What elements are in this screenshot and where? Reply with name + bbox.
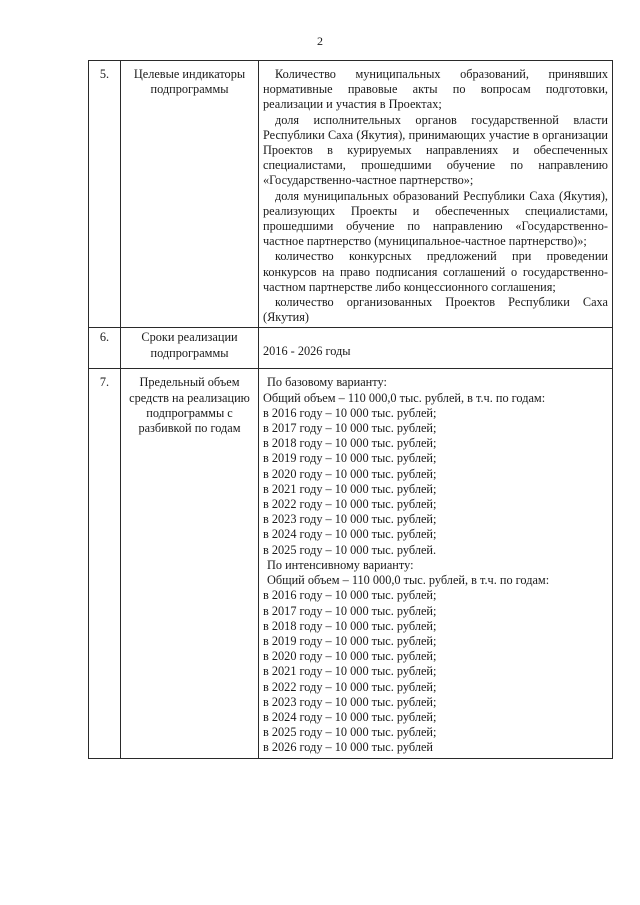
base-variant-heading: По базовому варианту:	[267, 375, 387, 390]
base-variant-years	[263, 406, 608, 558]
year-amount-line: в 2026 году – 10 000 тыс. рублей	[263, 740, 434, 755]
year-amount-line: в 2025 году – 10 000 тыс. рублей;	[263, 725, 437, 740]
year-amount-line: в 2021 году – 10 000 тыс. рублей;	[263, 664, 437, 679]
indicator-paragraph: количество организованных Проектов Республики Саха (Якутия)	[263, 295, 608, 325]
table-row	[89, 369, 613, 758]
year-amount-line: в 2022 году – 10 000 тыс. рублей;	[263, 497, 437, 512]
table-row	[89, 328, 613, 369]
indicator-paragraph: доля муниципальных образований Республики Саха (Якутия), реализующих Проекты и обеспеченных специалистами, прошедшими обучение по направлению «Государственно-частное партнерство (муниципальное-частное партнерство)»;	[263, 188, 608, 249]
year-amount-line: в 2024 году – 10 000 тыс. рублей;	[263, 527, 437, 542]
row-title: Предельный объем средств на реализацию подпрограммы с разбивкой по годам	[121, 369, 259, 758]
year-amount-line: в 2017 году – 10 000 тыс. рублей;	[263, 421, 437, 436]
page-number: 2	[317, 34, 323, 48]
year-amount-line: в 2020 году – 10 000 тыс. рублей;	[263, 466, 437, 481]
intensive-variant-years	[263, 588, 608, 755]
row-title: Целевые индикаторы подпрограммы	[121, 61, 259, 328]
year-amount-line: в 2016 году – 10 000 тыс. рублей;	[263, 588, 437, 603]
year-amount-line: в 2024 году – 10 000 тыс. рублей;	[263, 709, 437, 724]
subprogram-passport-table	[88, 60, 613, 759]
year-amount-line: в 2016 году – 10 000 тыс. рублей;	[263, 405, 437, 420]
year-amount-line: в 2025 году – 10 000 тыс. рублей.	[263, 542, 437, 557]
year-amount-line: в 2023 году – 10 000 тыс. рублей;	[263, 512, 437, 527]
intensive-variant-heading: По интенсивному варианту:	[267, 557, 414, 572]
year-amount-line: в 2022 году – 10 000 тыс. рублей;	[263, 679, 437, 694]
row-title: Сроки реализации подпрограммы	[121, 328, 259, 369]
indicator-paragraph: Количество муниципальных образований, принявших нормативные правовые акты по вопросам подготовки, реализации и участия в Проектах;	[263, 67, 608, 112]
year-amount-line: в 2023 году – 10 000 тыс. рублей;	[263, 694, 437, 709]
row-number: 6.	[89, 328, 121, 369]
funding-cell	[259, 369, 613, 758]
base-variant-total: Общий объем – 110 000,0 тыс. рублей, в т.ч. по годам:	[263, 390, 546, 405]
implementation-period: 2016 - 2026 годы	[259, 328, 613, 369]
row-number: 5.	[89, 61, 121, 328]
year-amount-line: в 2021 году – 10 000 тыс. рублей;	[263, 481, 437, 496]
intensive-variant-total: Общий объем – 110 000,0 тыс. рублей, в т.ч. по годам:	[267, 573, 550, 588]
indicator-paragraph: количество конкурсных предложений при проведении конкурсов на право подписания соглашений о государственно-частном партнерстве либо концессионного соглашения;	[263, 249, 608, 294]
year-amount-line: в 2019 году – 10 000 тыс. рублей;	[263, 633, 437, 648]
year-amount-line: в 2018 году – 10 000 тыс. рублей;	[263, 618, 437, 633]
year-amount-line: в 2017 году – 10 000 тыс. рублей;	[263, 603, 437, 618]
table-row	[89, 61, 613, 328]
year-amount-line: в 2020 году – 10 000 тыс. рублей;	[263, 649, 437, 664]
year-amount-line: в 2019 году – 10 000 тыс. рублей;	[263, 451, 437, 466]
indicator-paragraph: доля исполнительных органов государственной власти Республики Саха (Якутия), принимающих участие в организации Проектов в курируемых направлениях и обеспеченных специалистами, прошедшими обучение по направлению «Государственно-частное партнерство»;	[263, 112, 608, 188]
target-indicators-cell	[259, 61, 613, 328]
row-number: 7.	[89, 369, 121, 758]
year-amount-line: в 2018 году – 10 000 тыс. рублей;	[263, 436, 437, 451]
